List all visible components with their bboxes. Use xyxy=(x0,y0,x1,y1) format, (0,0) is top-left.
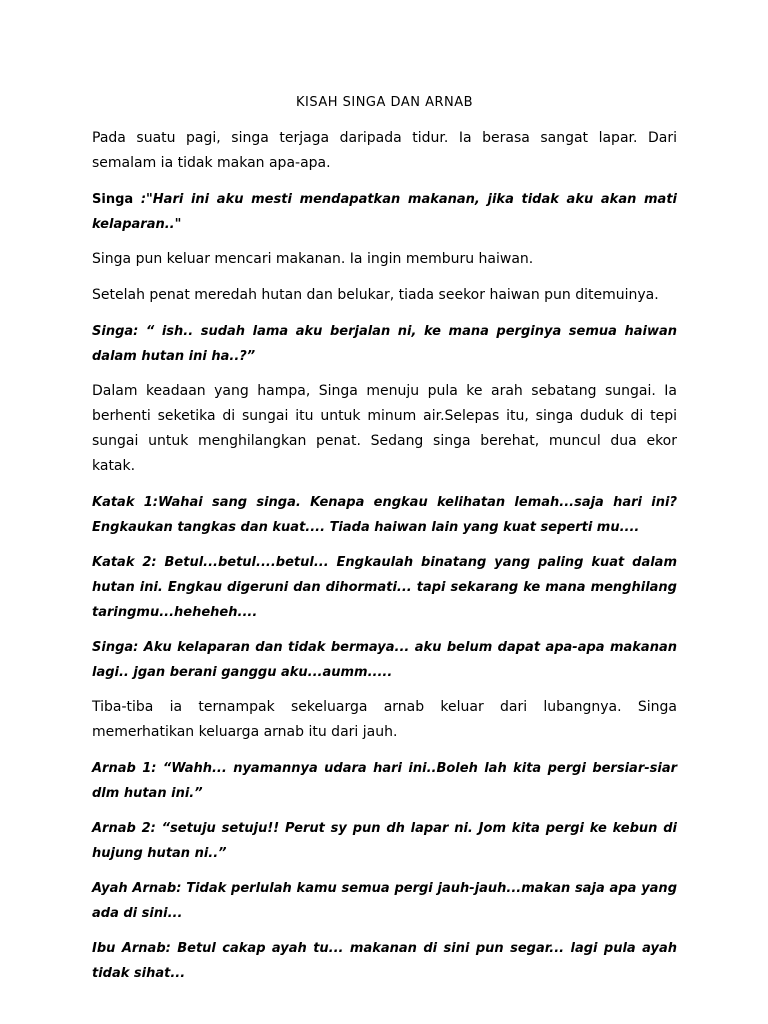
dialog-text: :"Hari ini aku mesti mendapatkan makanan, jika tidak aku akan mati kelaparan.." xyxy=(92,192,677,232)
dialog-line: Ibu Arnab: Betul cakap ayah tu... makanan di sini pun segar... lagi pula ayah tidak sihat... xyxy=(92,941,677,981)
paragraph: Setelah penat meredah hutan dan belukar, tiada seekor haiwan pun ditemuinya. xyxy=(92,287,659,303)
dialog-line: Singa: Aku kelaparan dan tidak bermaya... aku belum dapat apa-apa makanan lagi.. jgan berani ganggu aku...aumm..... xyxy=(92,640,677,680)
dialog-line: Ayah Arnab: Tidak perlulah kamu semua pergi jauh-jauh...makan saja apa yang ada di sini... xyxy=(92,881,677,921)
speaker-label: Singa xyxy=(92,192,134,207)
paragraph: Pada suatu pagi, singa terjaga daripada tidur. Ia berasa sangat lapar. Dari semalam ia tidak makan apa-apa. xyxy=(92,130,677,171)
paragraph: Singa pun keluar mencari makanan. Ia ingin memburu haiwan. xyxy=(92,251,534,267)
dialog-line: Katak 1:Wahai sang singa. Kenapa engkau kelihatan lemah...saja hari ini? Engkaukan tangkas dan kuat.... Tiada haiwan lain yang kuat seperti mu.... xyxy=(92,495,677,535)
dialog-line: Singa: “ ish.. sudah lama aku berjalan ni, ke mana perginya semua haiwan dalam hutan ini ha..?” xyxy=(92,324,677,364)
dialog-line: Arnab 2: “setuju setuju!! Perut sy pun dh lapar ni. Jom kita pergi ke kebun di hujung hutan ni..” xyxy=(92,821,677,861)
document-title: KISAH SINGA DAN ARNAB xyxy=(295,95,474,110)
document-page xyxy=(92,92,677,996)
dialog-line: Katak 2: Betul...betul....betul... Engkaulah binatang yang paling kuat dalam hutan ini. Engkau digeruni dan dihormati... tapi sekarang ke mana menghilang taringmu...heheheh.... xyxy=(92,555,677,620)
paragraph: Dalam keadaan yang hampa, Singa menuju pula ke arah sebatang sungai. Ia berhenti seketika di sungai itu untuk minum air.Selepas itu, singa duduk di tepi sungai untuk menghilangkan penat. Sedang singa berehat, muncul dua ekor katak. xyxy=(92,383,677,474)
dialog-line xyxy=(92,187,677,237)
paragraph: Tiba-tiba ia ternampak sekeluarga arnab keluar dari lubangnya. Singa memerhatikan keluarga arnab itu dari jauh. xyxy=(92,699,677,740)
dialog-line: Arnab 1: “Wahh... nyamannya udara hari ini..Boleh lah kita pergi bersiar-siar dlm hutan ini.” xyxy=(92,761,677,801)
